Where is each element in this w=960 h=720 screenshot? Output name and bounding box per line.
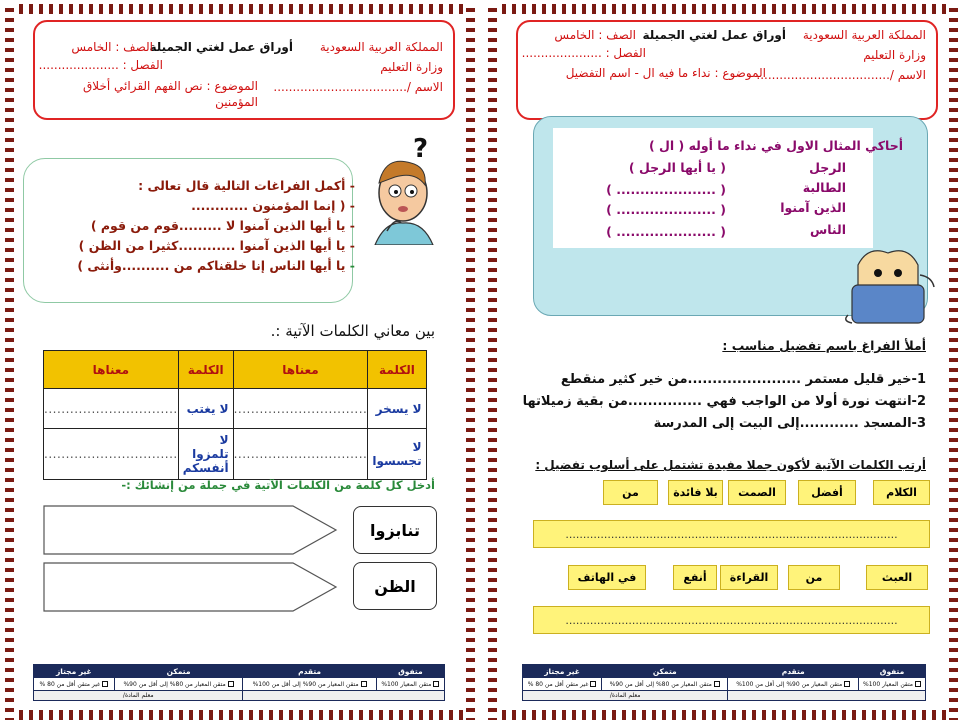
arrange-answer-line-2[interactable]: ............................................................................................... — [533, 606, 930, 634]
vocab-meaning-input[interactable]: ............................... — [44, 429, 179, 480]
grade-criterion[interactable]: متقن المعيار من 80% إلى أقل من 90% — [602, 678, 728, 691]
arrange-word[interactable]: أنفع — [673, 565, 717, 590]
pencil-character-illustration — [838, 245, 938, 325]
worksheet-header — [516, 20, 938, 120]
nida-answer-example: ( يا أيها الرجل ) — [628, 160, 726, 175]
arrange-word[interactable]: من — [603, 480, 658, 505]
arrange-word[interactable]: القراءة — [720, 565, 778, 590]
quran-line-2[interactable]: - يا أيها الذين آمنوا لا .........قوم من قوم ) — [90, 218, 355, 233]
grade-header: متمكن — [602, 665, 728, 678]
arrange-word[interactable]: الصمت — [728, 480, 786, 505]
decorative-border-top — [5, 4, 475, 14]
sentence-answer-shape-2[interactable] — [43, 562, 338, 612]
decorative-border-bottom — [488, 710, 958, 720]
word-box-tanabazu: تنابزوا — [353, 506, 437, 554]
checkbox-icon — [844, 681, 850, 687]
grade-header: متفوق — [859, 665, 926, 678]
worksheet-page-left — [5, 0, 475, 720]
student-name-field[interactable]: الاسم /................................... — [756, 68, 926, 82]
nida-word: الرجل — [809, 160, 846, 175]
vocab-meaning-input[interactable]: ............................... — [233, 389, 368, 429]
word-box-althan: الظن — [353, 562, 437, 610]
decorative-border-left — [5, 4, 14, 720]
checkbox-icon — [915, 681, 921, 687]
checkbox-icon — [102, 681, 108, 687]
tafdeel-line-2[interactable]: 2-انتهت نورة أولا من الواجب فهي ...............من بقية زميلاتها — [522, 394, 926, 409]
grade-criterion[interactable]: غير متقن أقل من 80 % — [523, 678, 602, 691]
vocab-header-word-1: الكلمة — [368, 351, 426, 389]
quran-line-4[interactable]: - يا أيها الناس إنا خلقناكم من ..........وأنثى ) — [77, 258, 355, 273]
grade-criterion[interactable]: متقن المعيار من 80% إلى أقل من 90% — [114, 678, 243, 691]
teacher-label: معلم المادة/ — [34, 691, 243, 701]
tafdeel-line-3[interactable]: 3-المسجد ............إلى البيت إلى المدرسة — [653, 416, 926, 431]
arrange-word[interactable]: من — [788, 565, 840, 590]
grade-header: متفوق — [376, 665, 444, 678]
arrange-answer-line-1[interactable]: ............................................................................................... — [533, 520, 930, 548]
checkbox-icon — [714, 681, 720, 687]
decorative-border-right — [466, 4, 475, 720]
quran-line-3[interactable]: - يا أيها الذين آمنوا ............كثيرا من الظن ) — [78, 238, 355, 253]
vocab-header-meaning-2: معناها — [44, 351, 179, 389]
ministry-label: وزارة التعليم — [863, 48, 926, 62]
checkbox-icon — [228, 681, 234, 687]
vocab-header-word-2: الكلمة — [178, 351, 233, 389]
nida-title: أحاكي المثال الاول في نداء ما أوله ( ال ) — [648, 138, 903, 153]
country-label: المملكة العربية السعودية — [802, 28, 926, 42]
grade-label: الصف : الخامس — [554, 28, 636, 42]
vocab-table — [43, 350, 427, 480]
worksheet-title: أوراق عمل لغتي الجميلة — [642, 28, 786, 42]
quran-heading: - أكمل الفراغات التالية قال تعالى : — [138, 178, 355, 193]
sentence-answer-shape-1[interactable] — [43, 505, 338, 555]
section-field[interactable]: الفصل : ..................... — [521, 46, 646, 60]
vocab-title: بين معاني الكلمات الآتية :. — [270, 322, 435, 340]
nida-word: الناس — [809, 222, 846, 237]
decorative-border-left — [488, 4, 497, 720]
sentences-title: أدخل كل كلمة من الكلمات الآتية في جملة من إنشائك :- — [121, 478, 435, 492]
arrange-word[interactable]: الكلام — [873, 480, 930, 505]
tafdeel-title: أملأ الفراغ باسم تفضيل مناسب : — [722, 338, 926, 353]
arrange-title: أرتب الكلمات الآتية لأكون جملا مفيدة تشتمل على أسلوب تفضيل : — [535, 458, 926, 472]
nida-word: الذين آمنوا — [780, 200, 846, 215]
grade-header: متقدم — [728, 665, 859, 678]
quran-line-1[interactable]: - ( إنما المؤمنون ............ — [191, 198, 355, 213]
vocab-word: لا تلمزوا أنفسكم — [178, 429, 233, 480]
vocab-word: لا تجسسوا — [368, 429, 426, 480]
decorative-border-bottom — [5, 710, 475, 720]
question-mark-icon: ? — [413, 135, 429, 164]
topic-label: الموضوع : نص الفهم القرائي أخلاق المؤمنين — [83, 79, 258, 109]
grade-header: متقدم — [243, 665, 376, 678]
ministry-label: وزارة التعليم — [380, 60, 443, 74]
checkbox-icon — [433, 681, 439, 687]
grade-criterion[interactable]: متقن المعيار 100% — [376, 678, 444, 691]
grade-label: الصف : الخامس — [71, 40, 153, 54]
nida-answer-input[interactable]: ( ..................... ) — [606, 202, 726, 217]
grading-table-left — [33, 664, 445, 701]
arrange-word[interactable]: في الهاتف — [568, 565, 646, 590]
section-field[interactable]: الفصل : ..................... — [38, 58, 163, 72]
nida-word: الطالبة — [802, 180, 846, 195]
checkbox-icon — [361, 681, 367, 687]
worksheet-title: أوراق عمل لغتي الجميلة — [149, 40, 293, 54]
thinking-man-illustration — [365, 135, 445, 245]
checkbox-icon — [590, 681, 596, 687]
vocab-meaning-input[interactable]: ............................... — [233, 429, 368, 480]
arrange-word[interactable]: العبث — [866, 565, 928, 590]
grade-criterion[interactable]: متقن المعيار من 90% إلى أقل من 100% — [728, 678, 859, 691]
decorative-border-right — [949, 4, 958, 720]
worksheet-header — [33, 20, 455, 120]
grading-table-right — [522, 664, 926, 701]
vocab-meaning-input[interactable]: ............................... — [44, 389, 179, 429]
grade-header: متمكن — [114, 665, 243, 678]
grade-criterion[interactable]: متقن المعيار من 90% إلى أقل من 100% — [243, 678, 376, 691]
grade-criterion[interactable]: غير متقن أقل من 80 % — [34, 678, 115, 691]
nida-answer-input[interactable]: ( ..................... ) — [606, 224, 726, 239]
grade-header: غير مجتاز — [523, 665, 602, 678]
grade-header: غير مجتاز — [34, 665, 115, 678]
vocab-header-meaning-1: معناها — [233, 351, 368, 389]
arrange-word[interactable]: بلا فائدة — [668, 480, 723, 505]
tafdeel-line-1[interactable]: 1-خير قليل مستمر .......................من خير كثير منقطع — [560, 372, 926, 387]
country-label: المملكة العربية السعودية — [319, 40, 443, 54]
vocab-word: لا يغتب — [178, 389, 233, 429]
decorative-border-top — [488, 4, 958, 14]
student-name-field[interactable]: الاسم /................................... — [273, 80, 443, 94]
topic-label: الموضوع : نداء ما فيه ال - اسم التفضيل — [565, 66, 766, 80]
vocab-word: لا يسخر — [368, 389, 426, 429]
nida-answer-input[interactable]: ( ..................... ) — [606, 182, 726, 197]
worksheet-page-right — [488, 0, 958, 720]
grade-criterion[interactable]: متقن المعيار 100% — [859, 678, 926, 691]
arrange-word[interactable]: أفضل — [798, 480, 856, 505]
teacher-label: معلم المادة/ — [523, 691, 728, 701]
